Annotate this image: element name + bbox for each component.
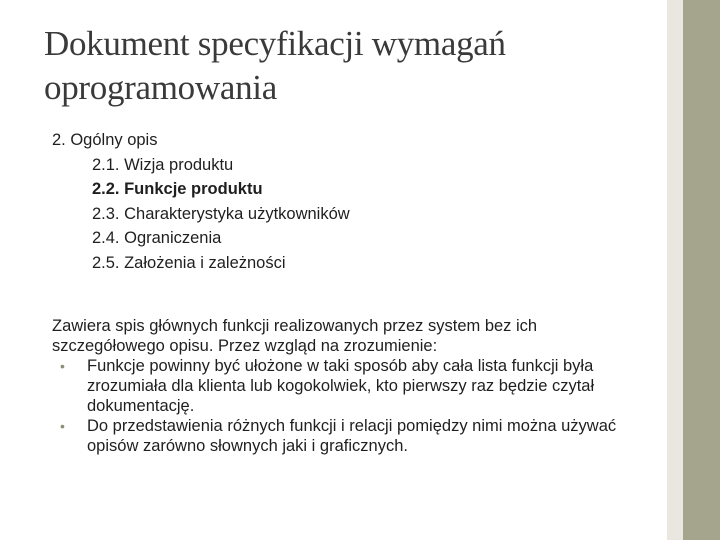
- outline-item-2-1: 2.1. Wizja produktu: [92, 155, 234, 174]
- bullet-text: Do przedstawienia różnych funkcji i relacji pomiędzy nimi można używać opisów zarówno słownych jaki i graficznych.: [87, 417, 617, 455]
- bullet-icon: •: [60, 418, 65, 434]
- outline: [52, 128, 652, 275]
- bullet-item: [52, 416, 632, 456]
- decorative-band-light: [667, 0, 683, 540]
- bullet-text: Funkcje powinny być ułożone w taki sposób aby cała lista funkcji była zrozumiała dla klienta lub kogokolwiek, kto pierwszy raz będzie czytał dokumentację.: [87, 357, 595, 415]
- body-text: [52, 316, 632, 456]
- bullet-item: [52, 356, 632, 416]
- outline-item-2-5: 2.5. Założenia i zależności: [92, 253, 286, 272]
- body-intro: Zawiera spis głównych funkcji realizowanych przez system bez ich szczegółowego opisu. Przez wzgląd na zrozumienie:: [52, 317, 538, 355]
- slide-title: Dokument specyfikacji wymagań oprogramowania: [44, 24, 506, 107]
- decorative-band-dark: [683, 0, 720, 540]
- outline-item-2-2: 2.2. Funkcje produktu: [92, 180, 263, 198]
- outline-item-2-3: 2.3. Charakterystyka użytkowników: [92, 204, 350, 223]
- bullet-icon: •: [60, 358, 65, 374]
- outline-section: 2. Ogólny opis: [52, 131, 158, 149]
- outline-item-2-4: 2.4. Ograniczenia: [92, 229, 222, 247]
- bullet-list: [52, 356, 632, 456]
